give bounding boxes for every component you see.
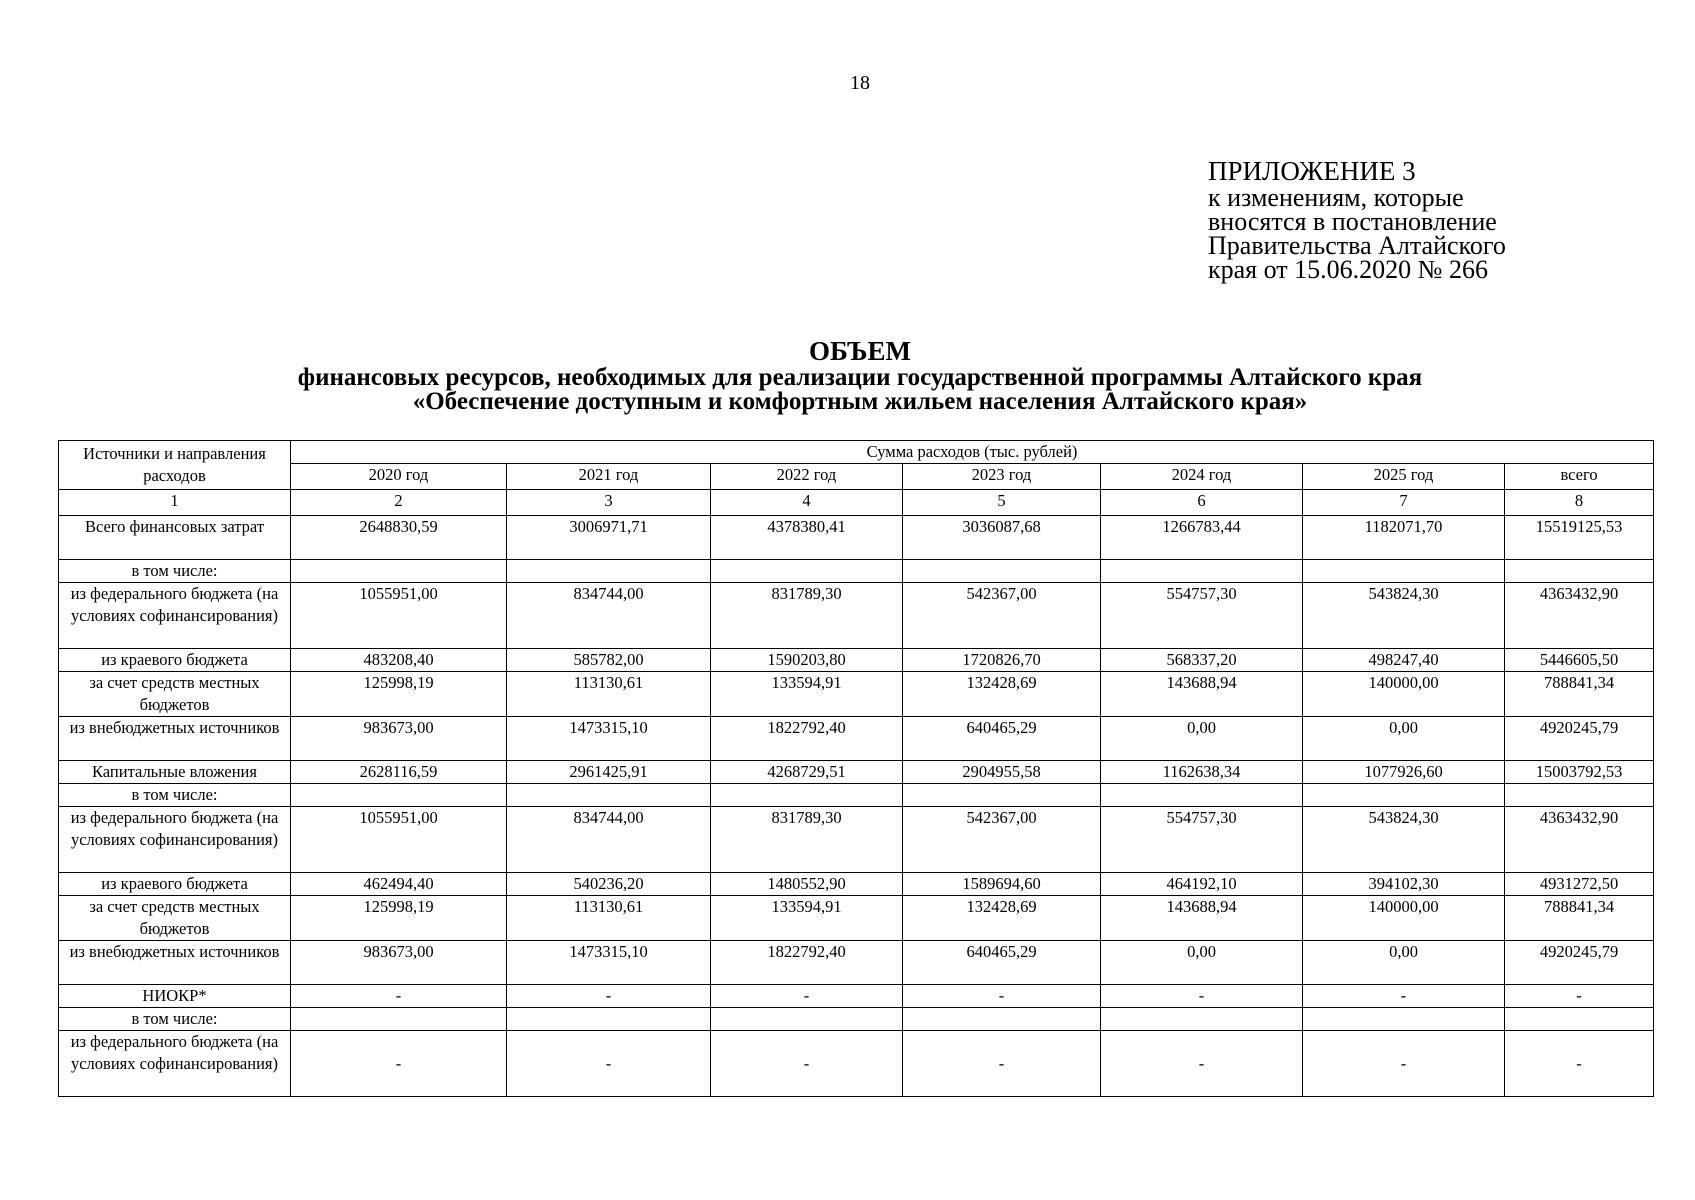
value-cell: 568337,20 xyxy=(1101,649,1303,672)
row-label: из внебюджетных источников xyxy=(59,941,291,985)
value-cell: 1480552,90 xyxy=(711,873,903,896)
value-cell xyxy=(1505,784,1654,807)
value-cell: 543824,30 xyxy=(1303,583,1505,649)
source-column-header: Источники и направления расходов xyxy=(59,441,291,490)
value-cell: 831789,30 xyxy=(711,807,903,873)
value-cell: 143688,94 xyxy=(1101,672,1303,717)
heading-line-1: финансовых ресурсов, необходимых для реализации государственной программы Алтайского края xyxy=(297,364,1423,391)
year-column-header: 2021 год xyxy=(507,464,711,490)
column-number: 3 xyxy=(507,490,711,516)
value-cell: - xyxy=(507,1031,711,1097)
value-cell: 1182071,70 xyxy=(1303,516,1505,560)
appendix-block xyxy=(1208,156,1506,282)
value-cell xyxy=(711,1008,903,1031)
table-row xyxy=(59,516,1654,560)
value-cell: 4920245,79 xyxy=(1505,941,1654,985)
value-cell xyxy=(903,1008,1101,1031)
value-cell: 1055951,00 xyxy=(291,583,507,649)
value-cell: 1822792,40 xyxy=(711,941,903,985)
value-cell: 543824,30 xyxy=(1303,807,1505,873)
value-cell: 1473315,10 xyxy=(507,941,711,985)
value-cell: 133594,91 xyxy=(711,896,903,941)
value-cell: - xyxy=(1505,985,1654,1008)
value-cell: 15003792,53 xyxy=(1505,761,1654,784)
row-label: НИОКР* xyxy=(59,985,291,1008)
value-cell: 1590203,80 xyxy=(711,649,903,672)
value-cell: - xyxy=(711,1031,903,1097)
table-row xyxy=(59,672,1654,717)
year-column-header: 2022 год xyxy=(711,464,903,490)
heading-line-2: «Обеспечение доступным и комфортным жильем населения Алтайского края» xyxy=(412,388,1308,415)
value-cell: 788841,34 xyxy=(1505,672,1654,717)
value-cell: - xyxy=(1101,1031,1303,1097)
table-row xyxy=(59,784,1654,807)
row-label: в том числе: xyxy=(59,560,291,583)
value-cell: 5446605,50 xyxy=(1505,649,1654,672)
value-cell: 3006971,71 xyxy=(507,516,711,560)
row-label: в том числе: xyxy=(59,784,291,807)
value-cell xyxy=(1101,784,1303,807)
value-cell xyxy=(711,784,903,807)
column-number: 5 xyxy=(903,490,1101,516)
value-cell: 462494,40 xyxy=(291,873,507,896)
value-cell: 4920245,79 xyxy=(1505,717,1654,761)
value-cell: 1077926,60 xyxy=(1303,761,1505,784)
value-cell: - xyxy=(711,985,903,1008)
value-cell: 113130,61 xyxy=(507,896,711,941)
heading-title: ОБЪЕМ xyxy=(809,336,911,366)
row-label: за счет средств местных бюджетов xyxy=(59,896,291,941)
year-column-header: 2023 год xyxy=(903,464,1101,490)
value-cell xyxy=(507,1008,711,1031)
value-cell: 983673,00 xyxy=(291,717,507,761)
column-number: 2 xyxy=(291,490,507,516)
value-cell: 140000,00 xyxy=(1303,896,1505,941)
row-label: из федерального бюджета (на условиях софинансирования) xyxy=(59,1031,291,1097)
value-cell: 4363432,90 xyxy=(1505,583,1654,649)
row-label: из федерального бюджета (на условиях софинансирования) xyxy=(59,807,291,873)
value-cell: 1266783,44 xyxy=(1101,516,1303,560)
table-row xyxy=(59,1008,1654,1031)
value-cell: 125998,19 xyxy=(291,896,507,941)
table-row xyxy=(59,560,1654,583)
value-cell: - xyxy=(1303,1031,1505,1097)
table-row xyxy=(59,873,1654,896)
value-cell: 1822792,40 xyxy=(711,717,903,761)
value-cell: 640465,29 xyxy=(903,717,1101,761)
value-cell: 2628116,59 xyxy=(291,761,507,784)
document-heading xyxy=(0,336,1695,414)
value-cell: - xyxy=(1101,985,1303,1008)
value-cell xyxy=(903,784,1101,807)
value-cell: 834744,00 xyxy=(507,807,711,873)
value-cell: - xyxy=(903,1031,1101,1097)
value-cell: 0,00 xyxy=(1101,941,1303,985)
value-cell: 2961425,91 xyxy=(507,761,711,784)
value-cell: 640465,29 xyxy=(903,941,1101,985)
appendix-line: Правительства Алтайского xyxy=(1208,231,1506,260)
value-cell: 1720826,70 xyxy=(903,649,1101,672)
value-cell: 133594,91 xyxy=(711,672,903,717)
year-column-header: 2025 год xyxy=(1303,464,1505,490)
value-cell xyxy=(291,784,507,807)
value-cell: 464192,10 xyxy=(1101,873,1303,896)
financial-resources-table xyxy=(58,440,1654,1097)
column-number: 6 xyxy=(1101,490,1303,516)
value-cell: 113130,61 xyxy=(507,672,711,717)
value-cell: 132428,69 xyxy=(903,672,1101,717)
sum-header: Сумма расходов (тыс. рублей) xyxy=(291,441,1654,464)
column-number: 4 xyxy=(711,490,903,516)
page-number: 18 xyxy=(850,72,870,94)
value-cell: 540236,20 xyxy=(507,873,711,896)
value-cell: 1589694,60 xyxy=(903,873,1101,896)
value-cell: 143688,94 xyxy=(1101,896,1303,941)
value-cell: 4268729,51 xyxy=(711,761,903,784)
value-cell xyxy=(1303,1008,1505,1031)
row-label: Всего финансовых затрат xyxy=(59,516,291,560)
value-cell: - xyxy=(291,1031,507,1097)
value-cell xyxy=(903,560,1101,583)
value-cell xyxy=(291,560,507,583)
value-cell: 983673,00 xyxy=(291,941,507,985)
value-cell: 394102,30 xyxy=(1303,873,1505,896)
value-cell: 2904955,58 xyxy=(903,761,1101,784)
value-cell: 125998,19 xyxy=(291,672,507,717)
column-number: 1 xyxy=(59,490,291,516)
value-cell: 1473315,10 xyxy=(507,717,711,761)
value-cell: 2648830,59 xyxy=(291,516,507,560)
row-label: из краевого бюджета xyxy=(59,873,291,896)
value-cell: 0,00 xyxy=(1101,717,1303,761)
value-cell: 554757,30 xyxy=(1101,583,1303,649)
value-cell xyxy=(507,560,711,583)
value-cell: 1055951,00 xyxy=(291,807,507,873)
value-cell: 542367,00 xyxy=(903,583,1101,649)
value-cell xyxy=(1303,784,1505,807)
year-column-header: всего xyxy=(1505,464,1654,490)
appendix-line: к изменениям, которые xyxy=(1208,183,1464,212)
value-cell: 483208,40 xyxy=(291,649,507,672)
value-cell: - xyxy=(1505,1031,1654,1097)
value-cell xyxy=(1505,1008,1654,1031)
value-cell: 4931272,50 xyxy=(1505,873,1654,896)
row-label: из федерального бюджета (на условиях софинансирования) xyxy=(59,583,291,649)
value-cell: 788841,34 xyxy=(1505,896,1654,941)
value-cell: 4363432,90 xyxy=(1505,807,1654,873)
value-cell: 1162638,34 xyxy=(1101,761,1303,784)
value-cell xyxy=(507,784,711,807)
table-row xyxy=(59,649,1654,672)
appendix-line: края от 15.06.2020 № 266 xyxy=(1208,255,1488,284)
table-row xyxy=(59,583,1654,649)
value-cell: 542367,00 xyxy=(903,807,1101,873)
value-cell: - xyxy=(507,985,711,1008)
column-number: 8 xyxy=(1505,490,1654,516)
table-row xyxy=(59,941,1654,985)
value-cell: 132428,69 xyxy=(903,896,1101,941)
row-label: из внебюджетных источников xyxy=(59,717,291,761)
table-row xyxy=(59,761,1654,784)
table-row xyxy=(59,807,1654,873)
table-row xyxy=(59,1031,1654,1097)
row-label: за счет средств местных бюджетов xyxy=(59,672,291,717)
year-column-header: 2024 год xyxy=(1101,464,1303,490)
row-label: в том числе: xyxy=(59,1008,291,1031)
value-cell: 831789,30 xyxy=(711,583,903,649)
column-number: 7 xyxy=(1303,490,1505,516)
value-cell xyxy=(1303,560,1505,583)
value-cell: 140000,00 xyxy=(1303,672,1505,717)
value-cell: 4378380,41 xyxy=(711,516,903,560)
table-row xyxy=(59,717,1654,761)
appendix-title: ПРИЛОЖЕНИЕ 3 xyxy=(1208,156,1416,186)
value-cell: 585782,00 xyxy=(507,649,711,672)
table-row xyxy=(59,896,1654,941)
value-cell xyxy=(1101,560,1303,583)
appendix-line: вносятся в постановление xyxy=(1208,207,1497,236)
value-cell xyxy=(1101,1008,1303,1031)
value-cell: 554757,30 xyxy=(1101,807,1303,873)
table-row xyxy=(59,985,1654,1008)
value-cell: 0,00 xyxy=(1303,941,1505,985)
value-cell: 834744,00 xyxy=(507,583,711,649)
value-cell: - xyxy=(903,985,1101,1008)
year-column-header: 2020 год xyxy=(291,464,507,490)
value-cell xyxy=(291,1008,507,1031)
value-cell: 0,00 xyxy=(1303,717,1505,761)
value-cell: - xyxy=(291,985,507,1008)
value-cell xyxy=(1505,560,1654,583)
value-cell: 498247,40 xyxy=(1303,649,1505,672)
row-label: Капитальные вложения xyxy=(59,761,291,784)
row-label: из краевого бюджета xyxy=(59,649,291,672)
value-cell: 3036087,68 xyxy=(903,516,1101,560)
value-cell: 15519125,53 xyxy=(1505,516,1654,560)
value-cell: - xyxy=(1303,985,1505,1008)
value-cell xyxy=(711,560,903,583)
